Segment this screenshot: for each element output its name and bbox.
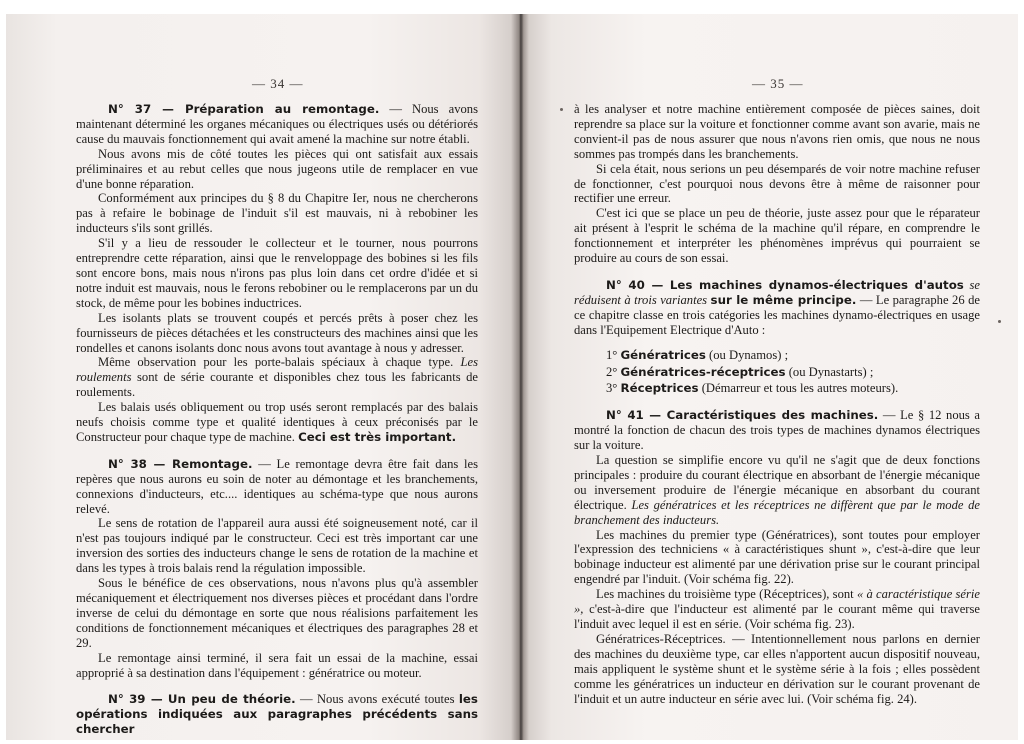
section-heading: N° 40 — Les machines dynamos-électriques d'autos: [606, 277, 964, 292]
list-item: [574, 348, 980, 363]
paragraph: Le sens de rotation de l'appareil aura aussi été soigneusement noté, car il n'est pas toujours indiqué par le constructeur. Ceci est très important car une inversion des sorties des inducteurs change le sens de rotation de la machine et dans les types à trois balais rend la régulation impossible.: [76, 516, 478, 576]
paragraph: S'il y a lieu de ressouder le collecteur et le tourner, nous pourrons entreprendre cette réparation, ainsi que le renveloppage des bobines si les fils sont encore bons, mais nous n'irons pas plus loin dans cet ordre d'idée et si notre induit est mauvais, nous le ferons rebobiner ou le remplacerons par un du stock, de même pour les bobines inductrices.: [76, 236, 478, 310]
paragraph: C'est ici que se place un peu de théorie, juste assez pour que le réparateur ait présent à l'esprit le schéma de la machine qu'il répare, en comprendre le fonctionnement et interpréter les phénomènes imprévus qui pourraient se produire au cours de son essai.: [574, 206, 980, 266]
section-heading: N° 37 — Préparation au remontage.: [108, 102, 380, 116]
paragraph: Génératrices-Réceptrices. — Intentionnellement nous parlons en dernier des machines du deuxième type, car elles n'apportent aucun dispositif nouveau, mais appliquent le système shunt et le système série à la fois ; elles possèdent comme les génératrices un inducteur en dérivation sur le courant provenant de l'induit et un autre inducteur en série avec lui. (Voir schéma fig. 24).: [574, 631, 980, 706]
paragraph-text: (ou Dynastarts) ;: [788, 364, 874, 379]
paragraph-text: La question se simplifie encore vu qu'il ne s'agit que de deux fonctions principales : produire du courant électrique en absorbant de l'énergie mécanique ou inversement produire de l'énergie mécanique en absorbant du courant électrique.: [574, 453, 980, 512]
paragraph: [76, 102, 478, 147]
list-item: [574, 381, 980, 396]
paragraph-text: (Démarreur et tous les autres moteurs).: [701, 381, 899, 396]
left-text-column: [76, 102, 478, 737]
paragraph: [76, 457, 478, 517]
paragraph-text: — Le remontage devra être fait dans les repères que nous aurons eu soin de noter au démontage et les branchements, connexions d'inducteurs, etc.... identiques au schéma-type que nous aurons relevé.: [76, 456, 478, 516]
section-heading: N° 38 — Remontage.: [108, 456, 253, 471]
paragraph-text: sont de série courante et disponibles chez tous les fabricants de roulements.: [76, 370, 478, 400]
bold-text: Génératrices: [620, 347, 706, 362]
paragraph: Conformément aux principes du § 8 du Chapitre Ier, nous ne chercherons pas à refaire le bobinage de l'induit s'il est mauvais, ni à rebobiner les inducteurs s'ils sont grillés.: [76, 191, 478, 236]
paragraph-text: — Le paragraphe 26 de ce chapitre classe en trois catégories les machines dynamo-électriques en usage dans l'Equipement Electrique d'Auto :: [574, 292, 980, 337]
paragraph: à les analyser et notre machine entièrement composée de pièces saines, doit reprendre sa place sur la voiture et fonctionner comme avant son avarie, mais ne convient-il pas de nous assurer que nous n'avons rien omis, que nous ne nous sommes pas trompés dans les branchements.: [574, 102, 980, 161]
paragraph: Si cela était, nous serions un peu désemparés de voir notre machine refuser de fonctionner, c'est pourquoi nous devons être à même de raisonner pour rectifier une erreur.: [574, 161, 980, 206]
right-page: [522, 14, 1018, 740]
bold-text: Ceci est très important.: [298, 429, 457, 444]
left-page: [6, 14, 520, 740]
paragraph: [574, 408, 980, 453]
paragraph: [574, 587, 980, 632]
paragraph: [76, 400, 478, 445]
paragraph-text: Les balais usés obliquement ou trop usés seront remplacés par des balais neufs choisis comme type et qualité identiques à ceux préconisés par le Constructeur pour chaque type de machine.: [76, 400, 478, 444]
paragraph: [574, 453, 980, 528]
item-number: 2°: [606, 364, 618, 379]
ink-speck: [998, 320, 1001, 323]
paragraph: [574, 278, 980, 338]
bold-text: Réceptrices: [620, 381, 699, 396]
page-number: — 35 —: [752, 76, 804, 91]
list-item: [574, 365, 980, 380]
paragraph-text: (ou Dynamos) ;: [709, 347, 789, 362]
section-heading: N° 39 — Un peu de théorie.: [108, 692, 296, 707]
paragraph-text: — Le § 12 nous a montré la fonction de chacun des trois types de machines dynamos électriques sur la voiture.: [574, 408, 981, 453]
paragraph-text: — Nous avons exécuté toutes: [300, 692, 455, 707]
paragraph: Sous le bénéfice de ces observations, nous n'avons plus qu'à assembler mécaniquement et électriquement nos diverses pièces et procédant dans l'ordre inverse de celui du démontage en sorte que nous réalisions parfaitement les conditions de fonctionnement mécaniques et électriques des paragraphes 28 et 29.: [76, 576, 478, 650]
paragraph-text: — Nous avons maintenant déterminé les organes mécaniques ou électriques usés ou détériorés cause du mauvais fonctionnement qui avait amené la machine sur notre établi.: [76, 102, 478, 146]
bold-text: sur le même principe.: [710, 292, 857, 307]
book-spread: [6, 14, 1018, 740]
paragraph: Le remontage ainsi terminé, il sera fait un essai de la machine, essai approprié à sa destination dans l'équipement : génératrice ou moteur.: [76, 650, 478, 680]
paragraph: Les machines du premier type (Génératrices), sont toutes pour employer l'expression des techniciens « à caractéristiques shunt », c'est-à-dire que leur bobinage inducteur est alimenté par une dérivation prise sur le courant principal engendré par l'induit. (Voir schéma fig. 22).: [574, 527, 980, 587]
paragraph: Les isolants plats se trouvent coupés et percés prêts à poser chez les fournisseurs de pièces détachées et les constructeurs des machines ainsi que les rondelles et canons isolants donc nous avons tout avantage à nous y adresser.: [76, 310, 478, 355]
paragraph-text: c'est-à-dire que l'inducteur est alimenté par le courant même qui traverse l'induit avec lequel il est en série. (Voir schéma fig. 23).: [574, 602, 980, 631]
page-number: — 34 —: [252, 76, 304, 91]
section-heading: N° 41 — Caractéristiques des machines.: [606, 408, 879, 423]
paragraph-text: Les machines du troisième type (Réceptrices), sont: [596, 587, 854, 602]
ink-speck: [560, 108, 563, 111]
italic-text: Les roulements: [76, 355, 478, 385]
italic-text: se réduisent à trois variantes: [574, 277, 981, 307]
bold-text: les opérations indiquées aux paragraphes précédents sans chercher: [76, 692, 478, 737]
item-number: 1°: [606, 347, 618, 362]
bold-text: Génératrices-réceptrices: [620, 364, 786, 379]
paragraph: [76, 692, 478, 737]
paragraph-text: Même observation pour les porte-balais spéciaux à chaque type.: [98, 355, 454, 370]
book-gutter: [511, 14, 529, 740]
paragraph: Nous avons mis de côté toutes les pièces qui ont satisfait aux essais préliminaires et au rebut celles que nous jugeons utile de remplacer en vue d'une bonne réparation.: [76, 146, 478, 191]
italic-text: Les génératrices et les réceptrices ne diffèrent que par le mode de branchement des inducteurs.: [574, 497, 981, 527]
paragraph: [76, 355, 478, 400]
item-number: 3°: [606, 381, 618, 396]
right-text-column: [574, 102, 980, 706]
italic-text: « à caractéristique série »,: [574, 587, 981, 617]
